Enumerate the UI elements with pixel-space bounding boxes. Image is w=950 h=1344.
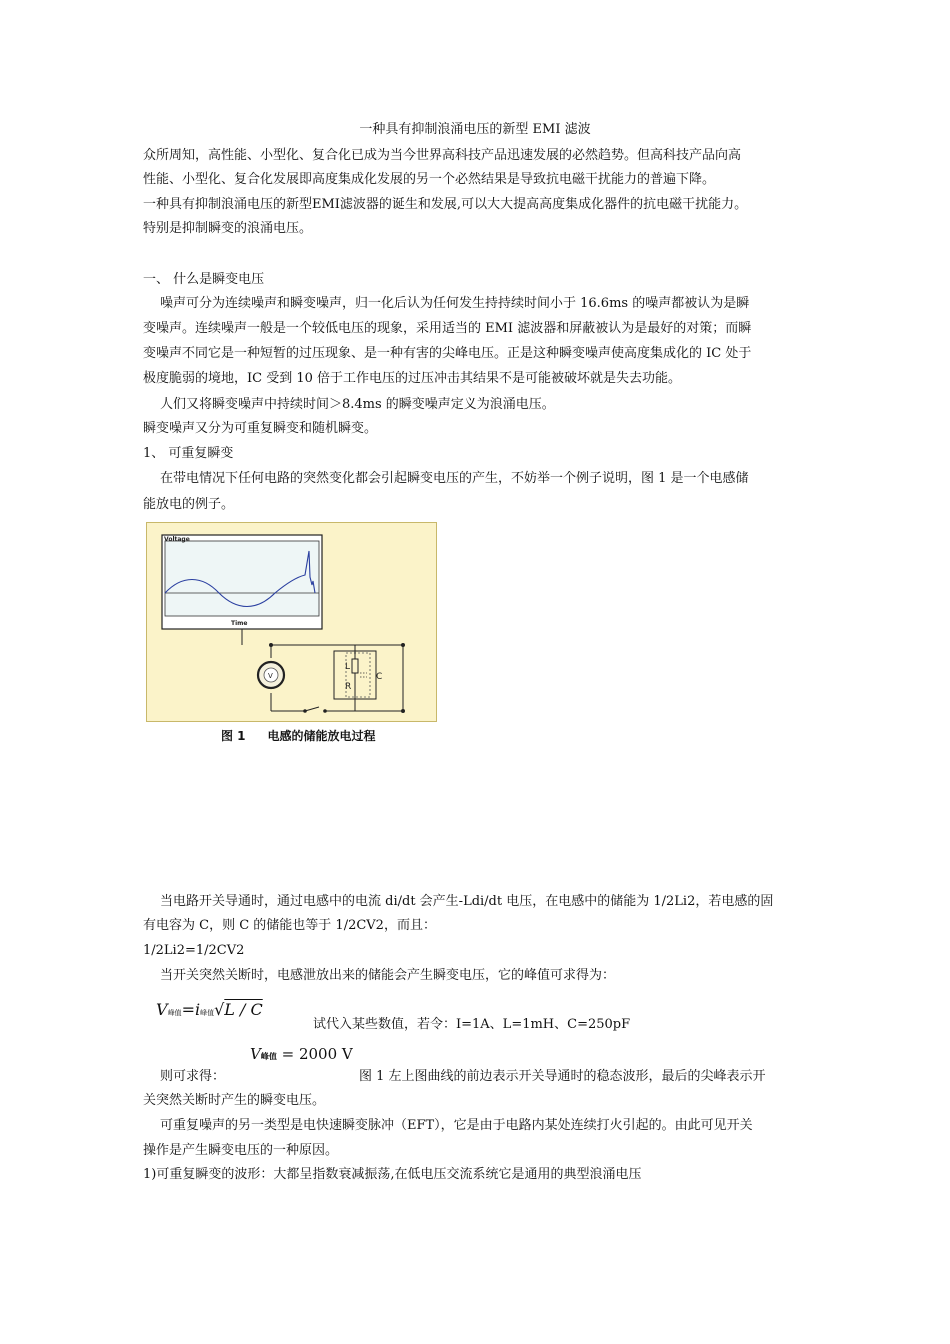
subsection-heading: 1、 可重复瞬变: [143, 446, 234, 461]
switch-contact: [303, 709, 307, 713]
para-line: 在带电情况下任何电路的突然变化都会引起瞬变电压的产生，不妨举一个例子说明，图 1 是一个电感储: [160, 471, 749, 486]
result-formula: [250, 1045, 353, 1063]
voltage-label: Voltage: [164, 536, 190, 543]
equation-line: 1/2Li2=1/2CV2: [143, 943, 245, 958]
para-line: 变噪声不同它是一种短暂的过压现象、是一种有害的尖峰电压。正是这种瞬变噪声使高度集成化的 IC 处于: [143, 346, 752, 361]
figure-inductor-discharge: [146, 522, 437, 722]
formula-lc: L / C: [224, 1000, 263, 1019]
formula-v: V: [156, 1000, 168, 1019]
inductor-symbol: [352, 659, 358, 673]
para-line: 1)可重复瞬变的波形：大都呈指数衰减振荡,在低电压交流系统它是通用的典型浪涌电压: [143, 1167, 642, 1182]
intro-line-3: 一种具有抑制浪涌电压的新型EMI滤波器的诞生和发展,可以大大提高高度集成化器件的抗电磁干扰能力。: [143, 197, 748, 212]
intro-line-1: 众所周知，高性能、小型化、复合化已成为当今世界高科技产品迅速发展的必然趋势。但高科技产品向高: [143, 148, 742, 163]
label-R: R: [345, 682, 352, 692]
figure-caption: [221, 727, 398, 744]
formula-equals: =: [181, 1000, 195, 1019]
switch-contact: [323, 709, 327, 713]
para-line: 关突然关断时产生的瞬变电压。: [143, 1093, 326, 1108]
label-L: L: [345, 662, 351, 672]
para-line: 变噪声。连续噪声一般是一个较低电压的现象，采用适当的 EMI 滤波器和屏蔽被认为是最好的对策；而瞬: [143, 321, 752, 336]
para-line: 当电路开关导通时，通过电感中的电流 di/dt 会产生-Ldi/dt 电压，在电感中的储能为 1/2Li2，若电感的固: [160, 894, 774, 909]
voltmeter-label: V: [268, 672, 273, 680]
figure-number: 图 1: [221, 729, 246, 743]
para-line: 噪声可分为连续噪声和瞬变噪声，归一化后认为任何发生持持续时间小于 16.6ms 的噪声都被认为是瞬: [160, 296, 750, 311]
formula-subscript: 峰值: [167, 1009, 182, 1017]
result-v: V: [250, 1045, 261, 1063]
para-line: 极度脆弱的境地，IC 受到 10 倍于工作电压的过压冲击其结果不是可能被破坏就是失去功能。: [143, 371, 682, 386]
figure-drawing: [147, 523, 438, 723]
para-line: 瞬变噪声又分为可重复瞬变和随机瞬变。: [143, 421, 378, 436]
para-line: 有电容为 C，则 C 的储能也等于 1/2CV2，而且：: [143, 918, 436, 933]
page-title: 一种具有抑制浪涌电压的新型 EMI 滤波: [359, 122, 591, 137]
intro-line-4: 特别是抑制瞬变的浪涌电压。: [143, 221, 313, 236]
formula-sqrt: √: [214, 1000, 225, 1019]
para-line: 图 1 左上图曲线的前边表示开关导通时的稳态波形，最后的尖峰表示开: [359, 1069, 766, 1084]
section-heading: 一、 什么是瞬变电压: [143, 272, 265, 287]
result-value: = 2000 V: [276, 1045, 353, 1063]
para-line: 操作是产生瞬变电压的一种原因。: [143, 1143, 339, 1158]
para-line: 当开关突然关断时，电感泄放出来的储能会产生瞬变电压，它的峰值可求得为：: [160, 968, 616, 983]
para-line: 可重复噪声的另一类型是电快速瞬变脉冲（EFT），它是由于电路内某处连续打火引起的。由此可见开关: [160, 1118, 753, 1133]
para-line: 则可求得：: [160, 1069, 226, 1084]
result-subscript: 峰值: [260, 1051, 277, 1061]
formula-i: i: [194, 1000, 201, 1019]
para-line: 试代入某些数值，若令：I=1A、L=1mH、C=250pF: [313, 1017, 631, 1032]
label-C: C: [376, 672, 383, 682]
intro-line-2: 性能、小型化、复合化发展即高度集成化发展的另一个必然结果是导致抗电磁干扰能力的普遍下降。: [143, 172, 716, 187]
peak-voltage-formula: [156, 1000, 263, 1019]
formula-subscript: 峰值: [200, 1009, 215, 1017]
para-line: 人们又将瞬变噪声中持续时间＞8.4ms 的瞬变噪声定义为浪涌电压。: [160, 397, 555, 412]
figure-title: 电感的储能放电过程: [267, 729, 376, 743]
switch-blade: [305, 707, 319, 711]
time-label: Time: [231, 620, 248, 627]
para-line: 能放电的例子。: [143, 497, 235, 512]
